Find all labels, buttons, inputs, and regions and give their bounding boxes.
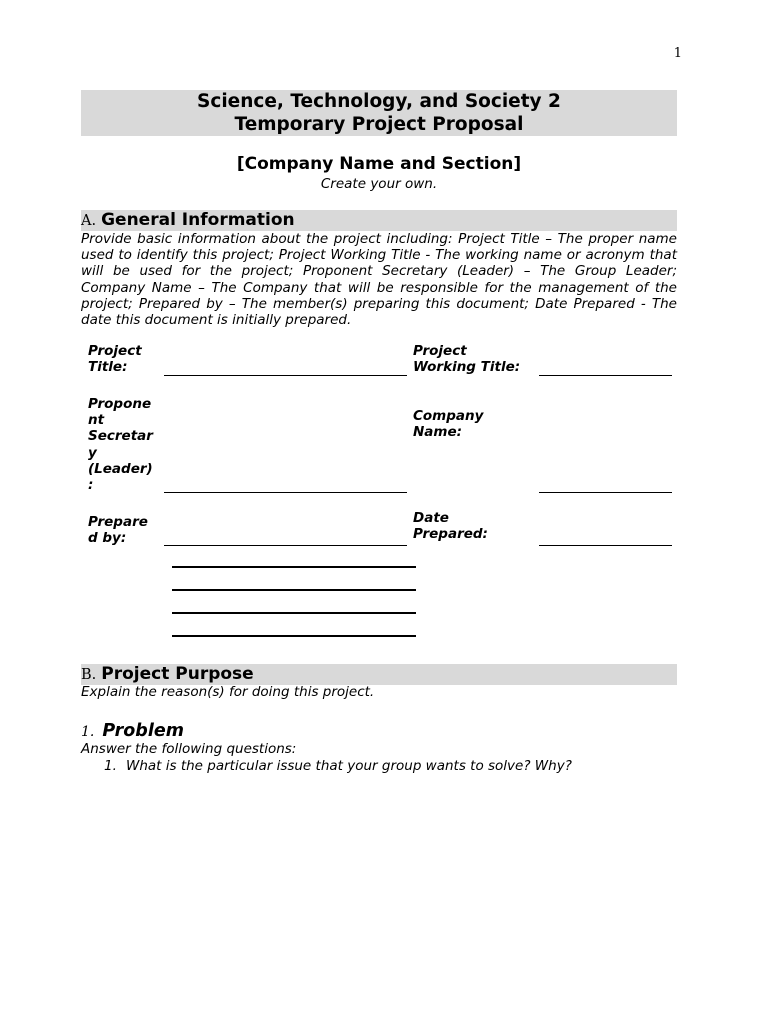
section-a-heading — [81, 210, 677, 231]
date-prepared-field[interactable] — [539, 545, 672, 546]
document-title-line1: Science, Technology, and Society 2 — [197, 91, 561, 112]
proponent-label-line3: Secretar — [88, 428, 153, 445]
prepared-by-field[interactable] — [164, 545, 407, 546]
prepared-by-label-line1: Prepare — [88, 514, 148, 530]
company-name-instruction: Create your own. — [320, 176, 438, 192]
prepared-by-member-line[interactable] — [172, 612, 416, 614]
document-title-banner — [81, 90, 677, 136]
section-a-description: Provide basic information about the project including: Project Title – The proper name used to identify this project; Project Working Title - The working name or acronym that will be used for the project; Proponent Secretary (Leader) – The Group Leader; Company Name – The Company that will be responsible for the management of the project; Prepared by – The member(s) preparing this document; Date Prepared - The date this document is initially prepared. — [81, 231, 677, 329]
proponent-label-line1: Propone — [88, 396, 152, 412]
proponent-label-line4: y — [88, 444, 97, 461]
problem-heading — [81, 720, 184, 743]
section-a-title: General Information — [101, 210, 295, 230]
company-name-label-line2: Name: — [413, 424, 463, 441]
prepared-by-label-line2: d by: — [88, 530, 127, 547]
project-working-title-label-line1: Project — [413, 343, 467, 359]
proponent-secretary-label — [88, 396, 153, 493]
prepared-by-member-line[interactable] — [172, 635, 416, 637]
problem-intro: Answer the following questions: — [81, 741, 297, 757]
project-title-label-line1: Project — [88, 343, 142, 359]
prepared-by-member-line[interactable] — [172, 566, 416, 568]
page-number: 1 — [673, 46, 682, 61]
date-prepared-label-line1: Date — [413, 510, 449, 526]
question-text: What is the particular issue that your group wants to solve? Why? — [126, 758, 572, 774]
project-title-label — [88, 343, 142, 375]
prepared-by-member-line[interactable] — [172, 589, 416, 591]
company-name-field[interactable] — [539, 492, 672, 493]
company-name-label-line1: Company — [413, 408, 484, 424]
proponent-label-line6: : — [88, 477, 94, 494]
project-working-title-label — [413, 343, 520, 375]
date-prepared-label-line2: Prepared: — [413, 526, 488, 543]
problem-title: Problem — [102, 721, 184, 741]
proponent-secretary-field[interactable] — [164, 492, 407, 493]
project-title-label-line2: Title: — [88, 359, 128, 376]
section-b-description: Explain the reason(s) for doing this project. — [81, 684, 375, 700]
prepared-by-label — [88, 514, 148, 546]
problem-number: 1. — [81, 724, 95, 740]
project-working-title-label-line2: Working Title: — [413, 359, 521, 376]
company-name-label — [413, 408, 483, 440]
question-number: 1. — [104, 758, 117, 774]
project-working-title-field[interactable] — [539, 375, 672, 376]
proponent-label-line5: (Leader) — [88, 460, 153, 477]
date-prepared-label — [413, 510, 488, 542]
section-b-heading — [81, 664, 677, 685]
list-item — [104, 758, 572, 774]
section-b-title: Project Purpose — [101, 664, 254, 684]
proponent-label-line2: nt — [88, 412, 105, 429]
section-a-letter: A. — [81, 213, 97, 229]
company-name-heading: [Company Name and Section] — [236, 154, 522, 174]
project-title-field[interactable] — [164, 375, 407, 376]
document-title-line2: Temporary Project Proposal — [234, 114, 524, 135]
section-b-letter: B. — [81, 667, 97, 683]
